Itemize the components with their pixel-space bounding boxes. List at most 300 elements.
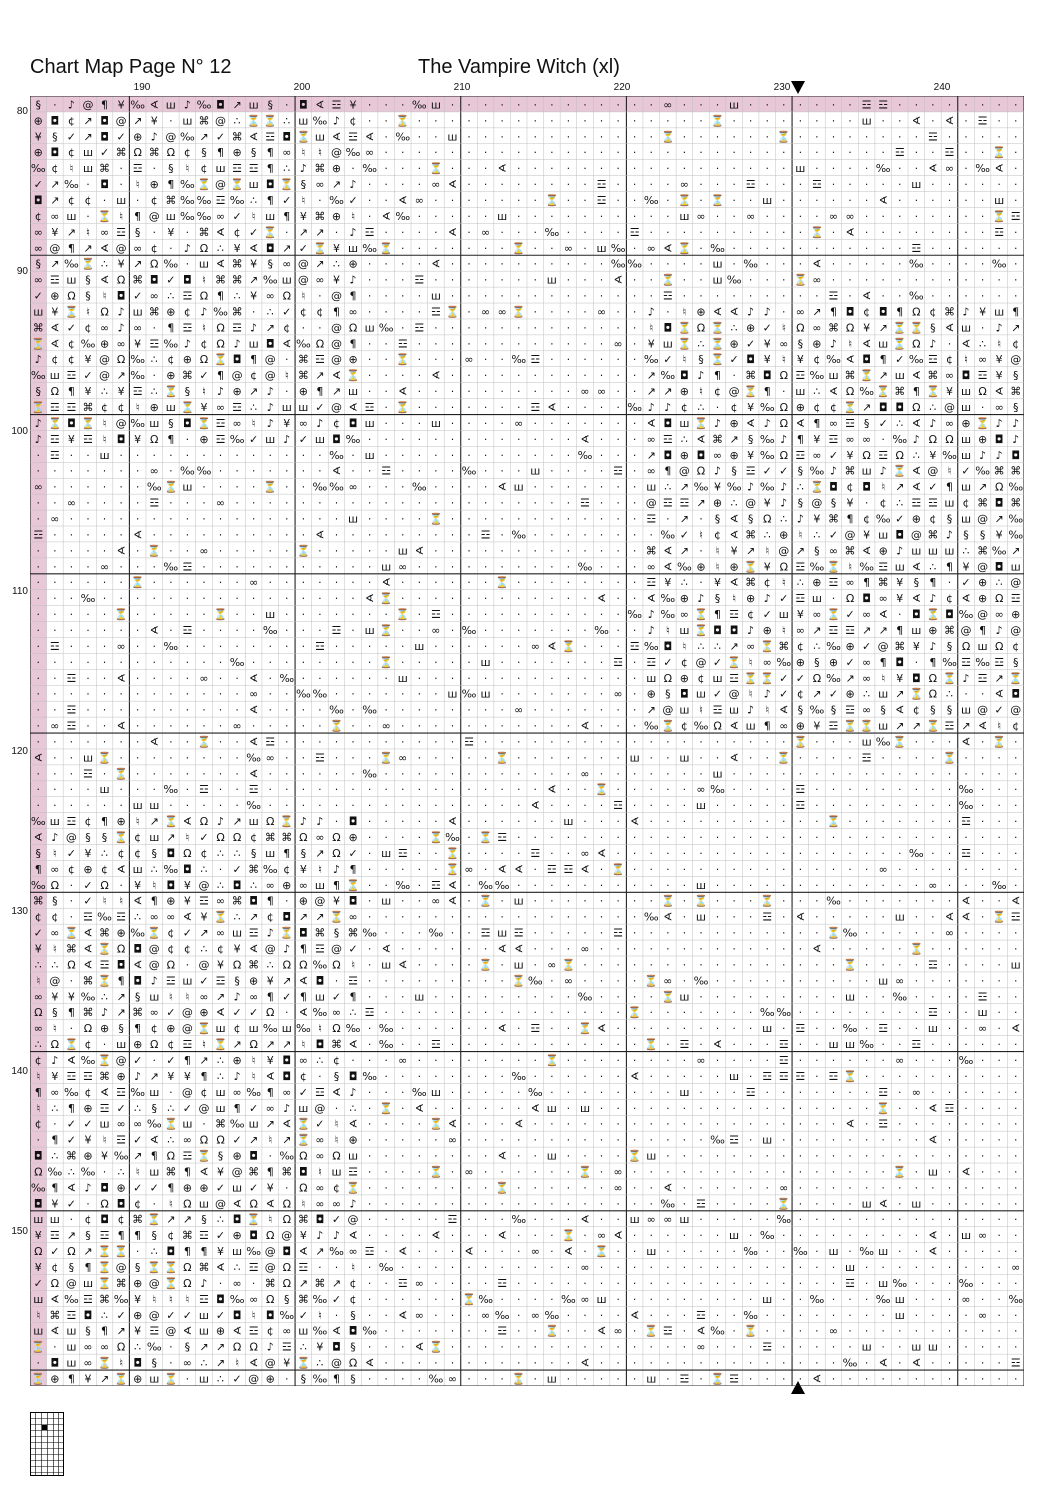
stitch-symbol: · xyxy=(235,592,239,606)
stitch-symbol: · xyxy=(682,1117,687,1131)
stitch-symbol: ‰ xyxy=(130,369,146,383)
stitch-symbol: ш xyxy=(762,193,773,207)
stitch-symbol: ш xyxy=(414,990,425,1004)
stitch-symbol: · xyxy=(815,1181,819,1195)
stitch-symbol: · xyxy=(334,608,339,622)
stitch-symbol: · xyxy=(318,671,322,685)
stitch-symbol: · xyxy=(616,639,620,653)
stitch-symbol: ⏳ xyxy=(926,608,940,622)
stitch-symbol: · xyxy=(285,480,289,494)
stitch-symbol: ‰ xyxy=(826,353,841,367)
stitch-symbol: · xyxy=(367,1340,372,1354)
stitch-symbol: · xyxy=(434,528,438,542)
stitch-symbol: · xyxy=(914,1308,919,1322)
stitch-symbol: Ω xyxy=(332,1022,341,1036)
stitch-symbol: · xyxy=(914,1101,919,1115)
stitch-symbol: · xyxy=(715,958,720,972)
stitch-symbol: ш xyxy=(960,401,972,415)
stitch-symbol: · xyxy=(765,1324,769,1338)
stitch-symbol: · xyxy=(848,193,852,207)
stitch-symbol: · xyxy=(632,767,637,781)
stitch-symbol: ∴ xyxy=(51,1101,59,1115)
stitch-symbol: ∢ xyxy=(66,1053,77,1067)
stitch-symbol: ‰ xyxy=(511,1213,527,1227)
stitch-symbol: ш xyxy=(845,990,856,1004)
stitch-symbol: · xyxy=(351,751,355,765)
stitch-symbol: · xyxy=(732,862,736,876)
stitch-symbol: · xyxy=(599,735,604,749)
stitch-symbol: ‰ xyxy=(759,448,775,462)
stitch-symbol: ⊕ xyxy=(298,894,308,908)
stitch-symbol: · xyxy=(616,751,620,765)
stitch-symbol: ∢ xyxy=(497,480,507,494)
stitch-symbol: · xyxy=(997,1213,1001,1227)
stitch-symbol: · xyxy=(864,257,869,271)
stitch-symbol: ∞ xyxy=(862,703,872,717)
stitch-symbol: ◘ xyxy=(696,448,706,462)
stitch-symbol: · xyxy=(417,783,422,797)
stitch-symbol: · xyxy=(450,1181,455,1195)
stitch-symbol: ¥ xyxy=(896,592,904,606)
stitch-symbol: · xyxy=(500,273,504,287)
stitch-symbol: · xyxy=(301,592,306,606)
stitch-symbol: ¥ xyxy=(962,560,970,574)
stitch-symbol: · xyxy=(782,146,786,160)
stitch-symbol: ¶ xyxy=(183,1053,191,1067)
stitch-symbol: ☲ xyxy=(513,926,524,940)
stitch-symbol: ⊕ xyxy=(83,1101,93,1115)
stitch-symbol: · xyxy=(467,146,471,160)
stitch-symbol: Ω xyxy=(763,512,772,526)
stitch-symbol: · xyxy=(367,544,372,558)
stitch-symbol: ∞ xyxy=(977,353,988,367)
stitch-symbol: ∢ xyxy=(182,1324,192,1338)
stitch-symbol: @ xyxy=(330,337,342,351)
stitch-symbol: · xyxy=(1013,114,1018,128)
stitch-symbol: ✓ xyxy=(133,289,143,303)
stitch-symbol: · xyxy=(367,273,372,287)
stitch-symbol: · xyxy=(417,608,422,622)
stitch-symbol: · xyxy=(1013,1181,1018,1195)
stitch-symbol: ш xyxy=(99,1117,110,1131)
stitch-symbol: · xyxy=(699,846,703,860)
stitch-symbol: ‰ xyxy=(710,241,725,255)
stitch-symbol: · xyxy=(914,225,919,239)
stitch-symbol: · xyxy=(599,1038,604,1052)
stitch-symbol: ✓ xyxy=(298,241,308,255)
stitch-symbol: Ω xyxy=(266,815,275,829)
stitch-symbol: ⏳ xyxy=(859,369,874,383)
stitch-symbol: ш xyxy=(596,1292,607,1306)
stitch-symbol: ☲ xyxy=(49,432,60,446)
stitch-symbol: · xyxy=(351,735,355,749)
stitch-symbol: Ω xyxy=(912,305,921,319)
stitch-symbol: ¢ xyxy=(233,225,241,239)
stitch-symbol: ☲ xyxy=(861,751,872,765)
stitch-symbol: ♮ xyxy=(698,528,703,542)
stitch-symbol: ‰ xyxy=(677,560,692,574)
stitch-symbol: · xyxy=(914,1117,919,1131)
stitch-symbol: · xyxy=(467,815,471,829)
stitch-symbol: ш xyxy=(911,178,922,192)
stitch-symbol: · xyxy=(599,162,604,176)
stitch-symbol: Ω xyxy=(845,592,855,606)
stitch-symbol: · xyxy=(748,799,753,813)
stitch-symbol: · xyxy=(516,1038,521,1052)
stitch-symbol: · xyxy=(285,751,289,765)
stitch-symbol: · xyxy=(69,1022,74,1036)
stitch-symbol: · xyxy=(947,178,952,192)
stitch-symbol: Ω xyxy=(183,1261,192,1275)
stitch-symbol: · xyxy=(268,448,272,462)
stitch-symbol: · xyxy=(218,671,223,685)
stitch-symbol: ‰ xyxy=(312,1292,328,1306)
stitch-symbol: ✓ xyxy=(33,178,43,192)
stitch-symbol: · xyxy=(815,751,819,765)
stitch-symbol: ↗ xyxy=(215,990,226,1004)
stitch-symbol: · xyxy=(898,942,902,956)
stitch-symbol: ⏳ xyxy=(727,655,741,669)
stitch-symbol: · xyxy=(599,1356,604,1370)
stitch-symbol: ∢ xyxy=(215,257,226,271)
stitch-symbol: · xyxy=(980,321,985,335)
stitch-symbol: ✓ xyxy=(166,273,176,287)
stitch-symbol: · xyxy=(417,512,422,526)
stitch-symbol: · xyxy=(980,225,985,239)
stitch-symbol: · xyxy=(384,974,388,988)
stitch-symbol: ♮ xyxy=(947,464,952,478)
stitch-symbol: ∞ xyxy=(845,209,855,223)
stitch-symbol: · xyxy=(86,528,90,542)
stitch-symbol: · xyxy=(997,1276,1001,1290)
stitch-symbol: ‰ xyxy=(329,480,344,494)
stitch-symbol: · xyxy=(831,114,836,128)
stitch-symbol: · xyxy=(285,225,289,239)
stitch-symbol: · xyxy=(831,846,836,860)
stitch-symbol: · xyxy=(367,958,372,972)
stitch-symbol: ∞ xyxy=(845,576,855,590)
stitch-symbol: · xyxy=(483,162,488,176)
stitch-symbol: Ω xyxy=(978,385,987,399)
stitch-symbol: · xyxy=(318,719,322,733)
stitch-symbol: ♮ xyxy=(715,544,720,558)
stitch-symbol: ↗ xyxy=(116,1006,126,1020)
stitch-symbol: ¶ xyxy=(829,305,837,319)
stitch-symbol: ✓ xyxy=(712,687,723,701)
stitch-symbol: · xyxy=(450,1229,455,1243)
stitch-symbol: ⌘ xyxy=(927,528,939,542)
stitch-symbol: · xyxy=(1013,831,1018,845)
stitch-symbol: · xyxy=(533,305,538,319)
stitch-symbol: ♮ xyxy=(301,146,306,160)
stitch-symbol: ∞ xyxy=(663,1213,673,1227)
stitch-symbol: ш xyxy=(381,560,392,574)
stitch-symbol: · xyxy=(351,448,355,462)
stitch-symbol: · xyxy=(483,560,488,574)
stitch-symbol: ш xyxy=(33,1292,44,1306)
stitch-symbol: · xyxy=(815,1245,819,1259)
stitch-symbol: ☲ xyxy=(199,1229,209,1243)
stitch-symbol: ⌘ xyxy=(877,576,889,590)
stitch-symbol: · xyxy=(1013,1006,1018,1020)
stitch-symbol: · xyxy=(765,98,769,112)
stitch-symbol: · xyxy=(616,225,620,239)
stitch-symbol: · xyxy=(384,1324,388,1338)
stitch-symbol: Ω xyxy=(199,241,209,255)
stitch-symbol: · xyxy=(268,671,272,685)
stitch-symbol: · xyxy=(980,1356,985,1370)
stitch-symbol: ↗ xyxy=(315,225,325,239)
stitch-symbol: ∞ xyxy=(33,273,43,287)
stitch-symbol: ∢ xyxy=(414,1340,424,1354)
stitch-symbol: · xyxy=(434,321,438,335)
stitch-symbol: · xyxy=(964,1324,968,1338)
stitch-symbol: ш xyxy=(994,305,1005,319)
stitch-symbol: · xyxy=(632,862,637,876)
stitch-symbol: · xyxy=(251,496,256,510)
stitch-symbol: · xyxy=(682,878,687,892)
stitch-symbol: ш xyxy=(66,1356,77,1370)
stitch-symbol: · xyxy=(135,560,140,574)
stitch-symbol: · xyxy=(632,703,637,717)
stitch-symbol: ⏳ xyxy=(511,241,526,255)
stitch-symbol: · xyxy=(583,1149,587,1163)
stitch-symbol: · xyxy=(864,1229,869,1243)
stitch-symbol: ¢ xyxy=(167,1038,175,1052)
stitch-symbol: ∢ xyxy=(365,1356,375,1370)
stitch-symbol: · xyxy=(483,385,488,399)
stitch-symbol: · xyxy=(367,289,372,303)
stitch-symbol: § xyxy=(830,496,837,510)
stitch-symbol: · xyxy=(500,974,504,988)
stitch-symbol: ∞ xyxy=(530,639,540,653)
stitch-symbol: · xyxy=(86,735,90,749)
stitch-symbol: ♪ xyxy=(332,1229,340,1243)
stitch-symbol: · xyxy=(583,1245,587,1259)
stitch-symbol: ∞ xyxy=(298,1053,308,1067)
stitch-symbol: · xyxy=(715,98,720,112)
stitch-symbol: · xyxy=(599,990,604,1004)
stitch-symbol: ⏳ xyxy=(495,1181,510,1195)
stitch-symbol: ⏳ xyxy=(776,130,791,144)
stitch-symbol: ∞ xyxy=(480,225,491,239)
stitch-symbol: · xyxy=(417,1069,422,1083)
stitch-symbol: ш xyxy=(679,703,690,717)
stitch-symbol: · xyxy=(533,671,538,685)
stitch-symbol: ◘ xyxy=(729,623,739,637)
stitch-symbol: · xyxy=(367,512,372,526)
stitch-symbol: ∢ xyxy=(232,1324,242,1338)
stitch-symbol: ⏳ xyxy=(743,560,758,574)
stitch-symbol: · xyxy=(682,1324,687,1338)
stitch-symbol: · xyxy=(864,942,869,956)
stitch-symbol: ♮ xyxy=(235,1356,240,1370)
stitch-symbol: · xyxy=(715,1053,720,1067)
stitch-symbol: · xyxy=(583,225,587,239)
stitch-symbol: ↗ xyxy=(679,544,689,558)
stitch-symbol: · xyxy=(185,512,190,526)
stitch-symbol: · xyxy=(53,655,57,669)
stitch-symbol: · xyxy=(367,894,372,908)
stitch-symbol: · xyxy=(550,735,554,749)
stitch-symbol: · xyxy=(550,305,554,319)
stitch-symbol: · xyxy=(997,1038,1001,1052)
stitch-symbol: ⌘ xyxy=(281,1165,293,1179)
stitch-symbol: Ω xyxy=(150,1038,159,1052)
stitch-symbol: ☲ xyxy=(116,1133,127,1147)
stitch-symbol: ¢ xyxy=(283,862,291,876)
stitch-symbol: ☲ xyxy=(116,1085,127,1099)
stitch-symbol: @ xyxy=(264,369,276,383)
stitch-symbol: · xyxy=(483,512,488,526)
stitch-symbol: · xyxy=(848,942,852,956)
stitch-symbol: ◘ xyxy=(116,289,126,303)
stitch-symbol: ☲ xyxy=(977,990,988,1004)
stitch-symbol: · xyxy=(135,448,140,462)
stitch-symbol: · xyxy=(616,576,620,590)
stitch-symbol: · xyxy=(533,432,538,446)
stitch-symbol: · xyxy=(980,401,985,415)
stitch-symbol: · xyxy=(417,353,422,367)
stitch-symbol: · xyxy=(632,1261,637,1275)
stitch-symbol: ⏳ xyxy=(876,385,891,399)
stitch-symbol: ♮ xyxy=(135,1165,140,1179)
stitch-symbol: · xyxy=(947,1340,952,1354)
stitch-symbol: · xyxy=(550,990,554,1004)
stitch-symbol: · xyxy=(401,1101,405,1115)
stitch-symbol: ш xyxy=(232,1181,243,1195)
stitch-symbol: ∞ xyxy=(348,1245,358,1259)
stitch-symbol: ¥ xyxy=(763,353,771,367)
stitch-symbol: ¥ xyxy=(266,1053,274,1067)
stitch-symbol: ∢ xyxy=(663,910,673,924)
stitch-symbol: · xyxy=(864,974,869,988)
stitch-symbol: · xyxy=(947,1356,952,1370)
stitch-symbol: ⌘ xyxy=(844,369,856,383)
stitch-symbol: · xyxy=(434,337,438,351)
stitch-symbol: · xyxy=(467,401,471,415)
stitch-symbol: ⊕ xyxy=(878,544,888,558)
stitch-symbol: ¶ xyxy=(217,146,225,160)
stitch-symbol: ⏳ xyxy=(429,831,443,845)
stitch-symbol: ♮ xyxy=(168,1292,173,1306)
stitch-symbol: ✓ xyxy=(779,592,789,606)
stitch-symbol: Ω xyxy=(299,1181,308,1195)
stitch-symbol: ∞ xyxy=(50,719,60,733)
stitch-symbol: · xyxy=(483,783,488,797)
stitch-symbol: ш xyxy=(497,209,508,223)
stitch-symbol: ✓ xyxy=(215,130,226,144)
stitch-symbol: ‰ xyxy=(975,464,990,478)
stitch-symbol: ¶ xyxy=(266,193,274,207)
stitch-symbol: ⌘ xyxy=(231,305,243,319)
stitch-symbol: ⏳ xyxy=(743,1324,758,1338)
stitch-symbol: ¶ xyxy=(150,894,158,908)
stitch-symbol: ∢ xyxy=(961,337,971,351)
stitch-symbol: · xyxy=(251,305,256,319)
stitch-symbol: ◘ xyxy=(116,958,126,972)
stitch-symbol: · xyxy=(185,799,190,813)
stitch-symbol: · xyxy=(533,146,538,160)
stitch-symbol: · xyxy=(500,225,504,239)
stitch-symbol: ∢ xyxy=(630,815,640,829)
stitch-symbol: · xyxy=(947,241,952,255)
stitch-symbol: @ xyxy=(115,241,127,255)
stitch-symbol: ♪ xyxy=(34,432,42,446)
stitch-symbol: ↗ xyxy=(729,432,739,446)
stitch-symbol: ♪ xyxy=(929,639,937,653)
stitch-symbol: · xyxy=(765,1261,769,1275)
stitch-symbol: ¥ xyxy=(101,1149,109,1163)
stitch-symbol: · xyxy=(169,687,173,701)
stitch-symbol: ✓ xyxy=(315,1117,325,1131)
stitch-symbol: ☲ xyxy=(480,926,491,940)
stitch-symbol: Ω xyxy=(67,289,76,303)
stitch-symbol: · xyxy=(782,831,786,845)
stitch-symbol: ∞ xyxy=(746,639,756,653)
stitch-symbol: ш xyxy=(762,1022,773,1036)
stitch-symbol: · xyxy=(467,512,471,526)
stitch-symbol: · xyxy=(782,1308,786,1322)
stitch-symbol: ¢ xyxy=(680,719,688,733)
stitch-symbol: · xyxy=(36,544,41,558)
stitch-symbol: § xyxy=(714,592,721,606)
stitch-symbol: ☲ xyxy=(745,178,756,192)
stitch-symbol: · xyxy=(169,608,173,622)
stitch-symbol: Ω xyxy=(348,1356,358,1370)
stitch-symbol: ш xyxy=(198,1372,209,1386)
stitch-symbol: ⏳ xyxy=(892,321,907,335)
stitch-symbol: · xyxy=(550,1038,554,1052)
stitch-symbol: · xyxy=(533,1324,538,1338)
stitch-symbol: · xyxy=(467,592,471,606)
stitch-symbol: ⌘ xyxy=(99,926,111,940)
stitch-symbol: · xyxy=(467,544,471,558)
stitch-symbol: · xyxy=(86,799,90,813)
stitch-symbol: · xyxy=(434,751,438,765)
stitch-symbol: · xyxy=(483,1229,488,1243)
stitch-symbol: · xyxy=(831,178,836,192)
stitch-symbol: Ω xyxy=(663,671,673,685)
stitch-symbol: ш xyxy=(447,130,458,144)
stitch-symbol: · xyxy=(732,1149,736,1163)
stitch-symbol: · xyxy=(500,401,504,415)
stitch-symbol: · xyxy=(748,751,753,765)
stitch-symbol: ∞ xyxy=(795,305,805,319)
stitch-symbol: ¥ xyxy=(995,353,1003,367)
stitch-symbol: · xyxy=(599,958,604,972)
stitch-symbol: ‰ xyxy=(246,751,262,765)
stitch-symbol: · xyxy=(516,990,521,1004)
stitch-symbol: ¶ xyxy=(233,1101,241,1115)
stitch-symbol: @ xyxy=(82,98,94,112)
stitch-symbol: · xyxy=(732,815,736,829)
stitch-symbol: ¢ xyxy=(84,1213,92,1227)
stitch-symbol: · xyxy=(632,480,637,494)
stitch-symbol: · xyxy=(649,528,653,542)
stitch-symbol: · xyxy=(566,1324,571,1338)
stitch-symbol: · xyxy=(898,1356,902,1370)
stitch-symbol: ♪ xyxy=(763,592,771,606)
stitch-symbol: ⌘ xyxy=(198,225,210,239)
stitch-symbol: · xyxy=(384,1085,388,1099)
stitch-symbol: ♪ xyxy=(51,1053,59,1067)
stitch-symbol: · xyxy=(450,385,455,399)
stitch-symbol: ‰ xyxy=(163,862,179,876)
stitch-symbol: · xyxy=(36,512,41,526)
stitch-symbol: ¶ xyxy=(167,432,175,446)
stitch-symbol: ¥ xyxy=(747,401,755,415)
